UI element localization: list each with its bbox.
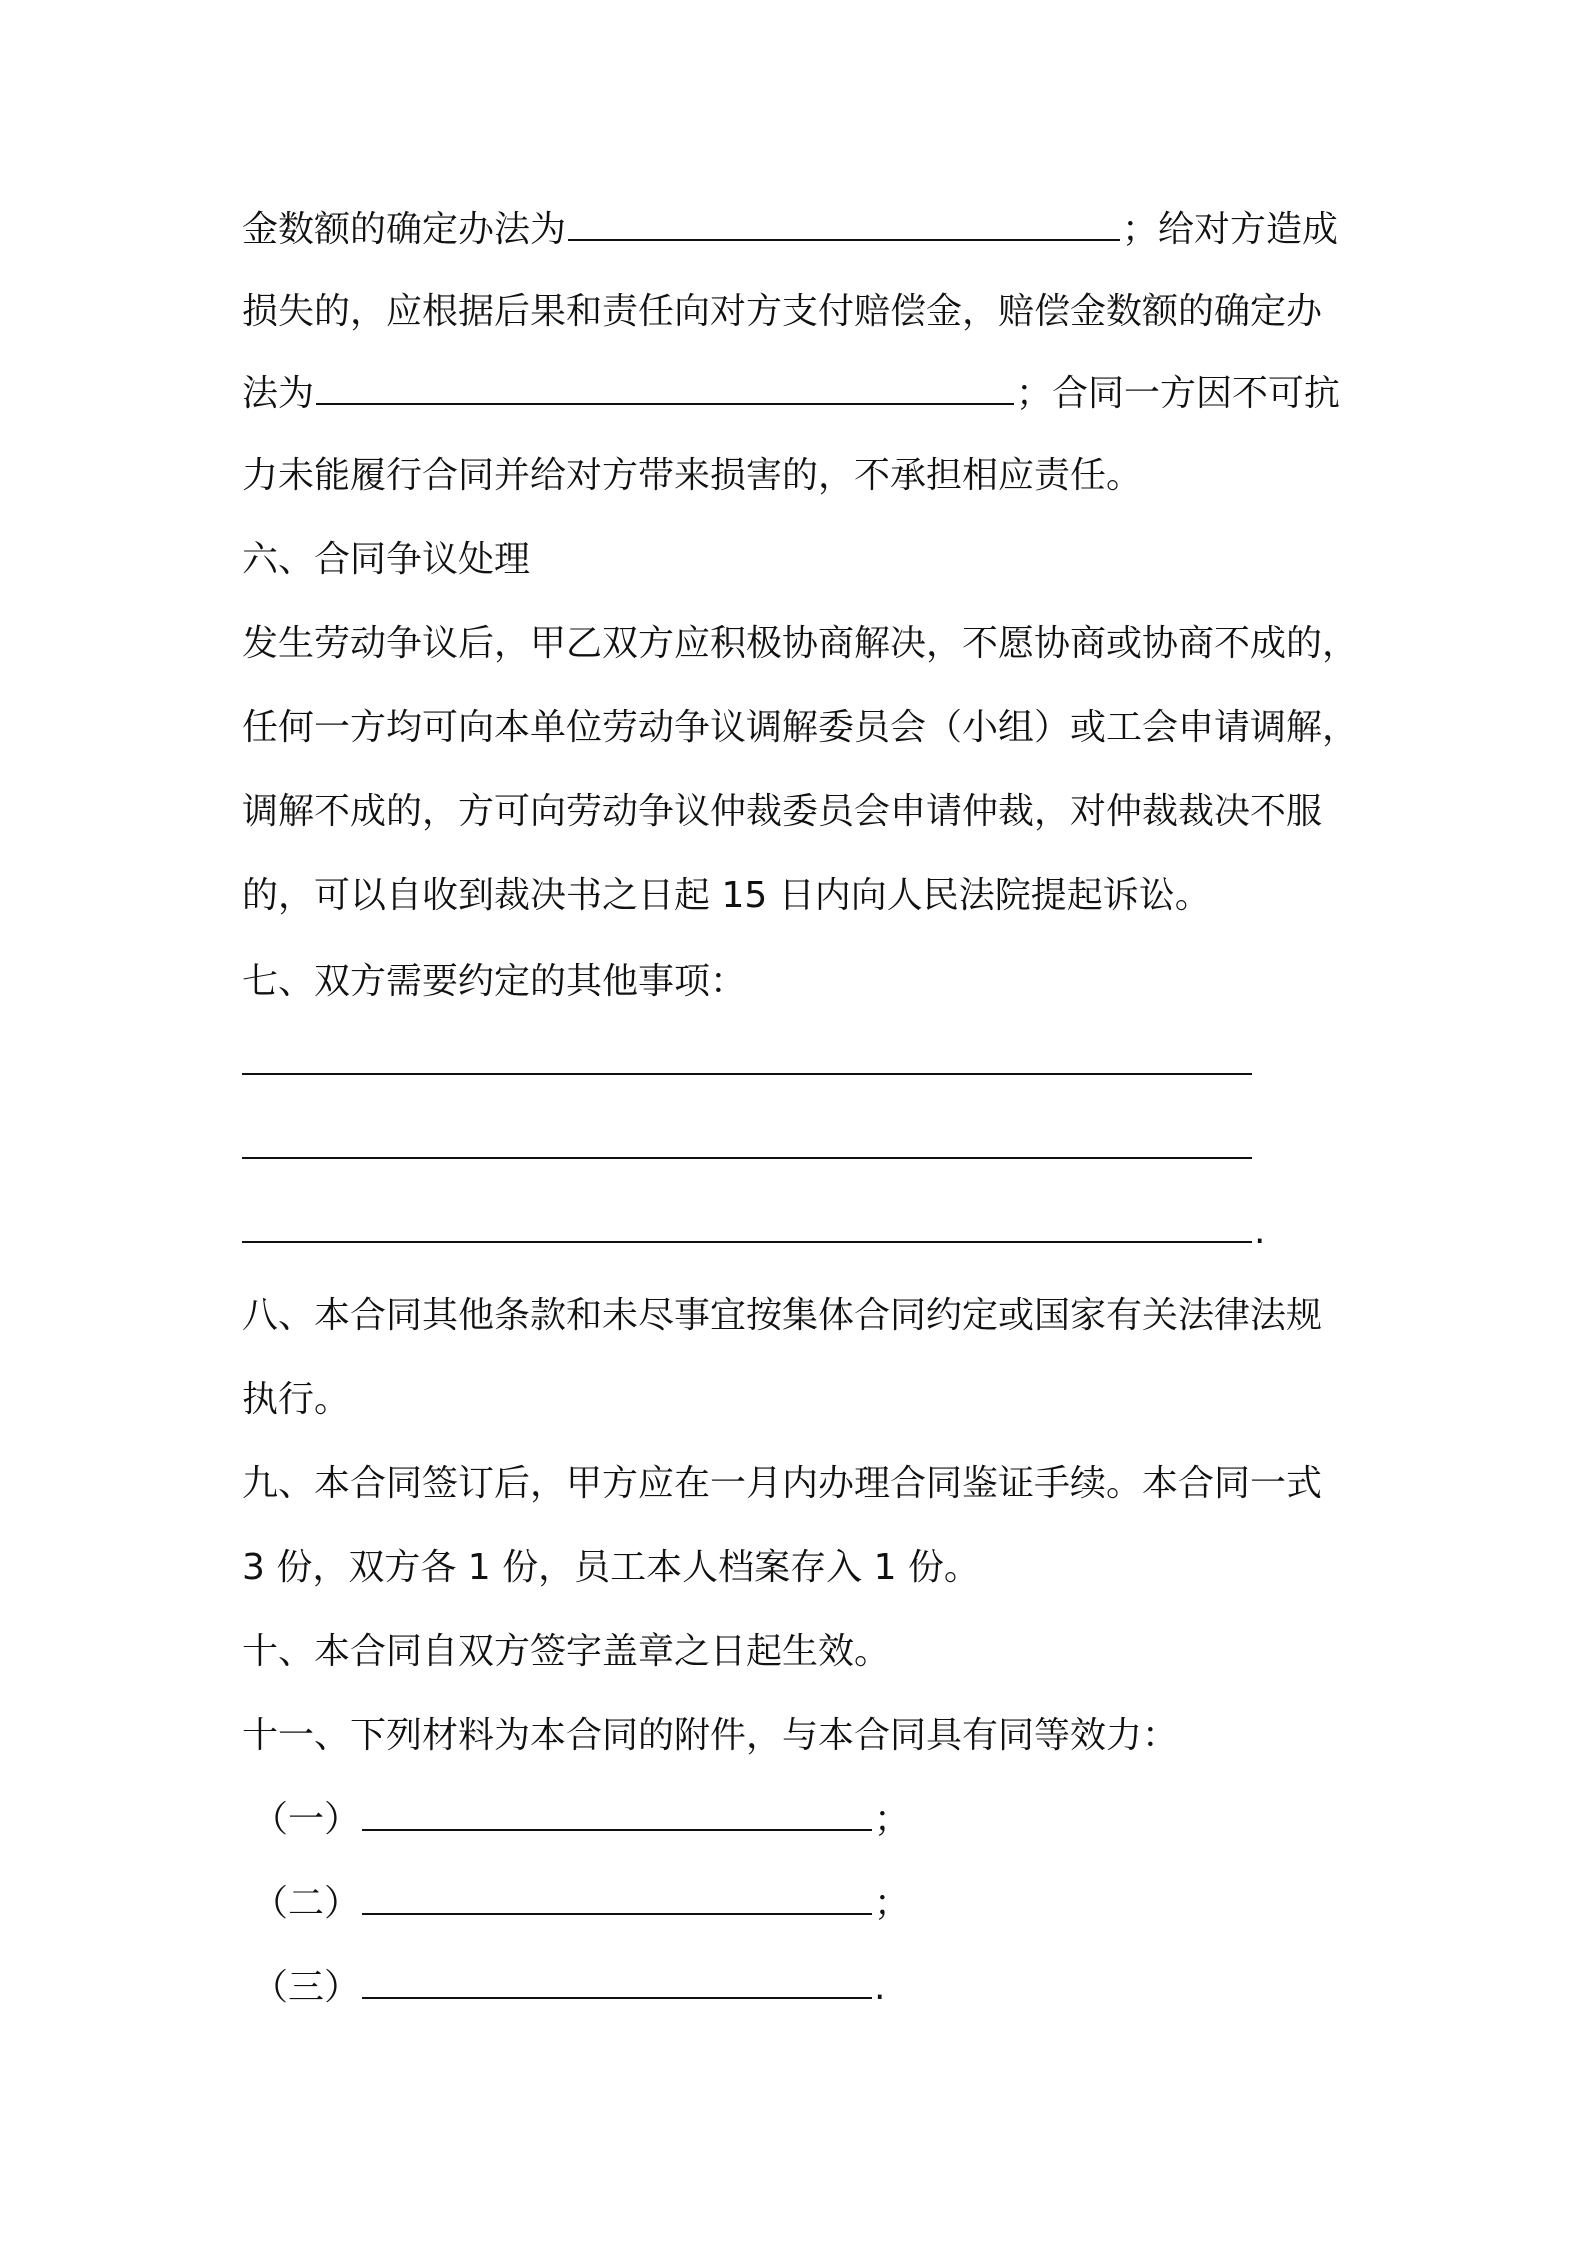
paragraph-line <box>242 1210 1265 1254</box>
fill-in-blank[interactable] <box>316 373 1014 405</box>
attachment-item <box>252 1798 910 1842</box>
attachment-item <box>252 1966 885 2010</box>
attachment-label: （一） <box>252 1799 361 1840</box>
paragraph-line <box>242 372 1340 416</box>
text: . <box>874 1967 886 2008</box>
fill-in-blank[interactable] <box>362 1967 872 1999</box>
fill-in-blank[interactable] <box>362 1883 872 1915</box>
text: ； <box>874 1799 911 1840</box>
paragraph-line: 3 份，双方各 1 份，员工本人档案存入 1 份。 <box>242 1547 980 1588</box>
paragraph-line: 执行。 <box>242 1379 351 1420</box>
paragraph-line <box>242 208 1338 252</box>
section-heading: 六、合同争议处理 <box>242 539 531 580</box>
text: ； <box>874 1883 911 1924</box>
paragraph-line: 的，可以自收到裁决书之日起 15 日内向人民法院提起诉讼。 <box>242 875 1211 916</box>
text: ；合同一方因不可抗 <box>1016 373 1341 414</box>
paragraph-line: 八、本合同其他条款和未尽事宜按集体合同约定或国家有关法律法规 <box>242 1295 1323 1336</box>
paragraph-line: 十、本合同自双方签字盖章之日起生效。 <box>242 1631 891 1672</box>
text: ；给对方造成 <box>1122 209 1339 250</box>
attachment-label: （二） <box>252 1883 361 1924</box>
fill-in-blank[interactable] <box>242 1043 1252 1075</box>
section-heading: 十一、下列材料为本合同的附件，与本合同具有同等效力： <box>242 1715 1179 1756</box>
paragraph-line: 调解不成的，方可向劳动争议仲裁委员会申请仲裁，对仲裁裁决不服 <box>242 791 1323 832</box>
fill-in-blank[interactable] <box>242 1127 1252 1159</box>
paragraph-line: 力未能履行合同并给对方带来损害的，不承担相应责任。 <box>242 455 1143 496</box>
text: 金数额的确定办法为 <box>242 209 567 250</box>
fill-in-blank[interactable] <box>362 1799 872 1831</box>
paragraph-line: 九、本合同签订后，甲方应在一月内办理合同鉴证手续。本合同一式 <box>242 1463 1323 1504</box>
paragraph-line <box>242 1042 1254 1086</box>
section-heading: 七、双方需要约定的其他事项： <box>242 961 747 1002</box>
paragraph-line: 损失的，应根据后果和责任向对方支付赔偿金，赔偿金数额的确定办 <box>242 291 1323 332</box>
paragraph-line <box>242 1126 1254 1170</box>
fill-in-blank[interactable] <box>568 209 1120 241</box>
paragraph-line: 任何一方均可向本单位劳动争议调解委员会（小组）或工会申请调解， <box>242 707 1359 748</box>
paragraph-line: 发生劳动争议后，甲乙双方应积极协商解决，不愿协商或协商不成的， <box>242 623 1359 664</box>
text: . <box>1254 1211 1266 1252</box>
attachment-item <box>252 1882 910 1926</box>
attachment-label: （三） <box>252 1967 361 2008</box>
text: 法为 <box>242 373 315 414</box>
fill-in-blank[interactable] <box>242 1211 1252 1243</box>
